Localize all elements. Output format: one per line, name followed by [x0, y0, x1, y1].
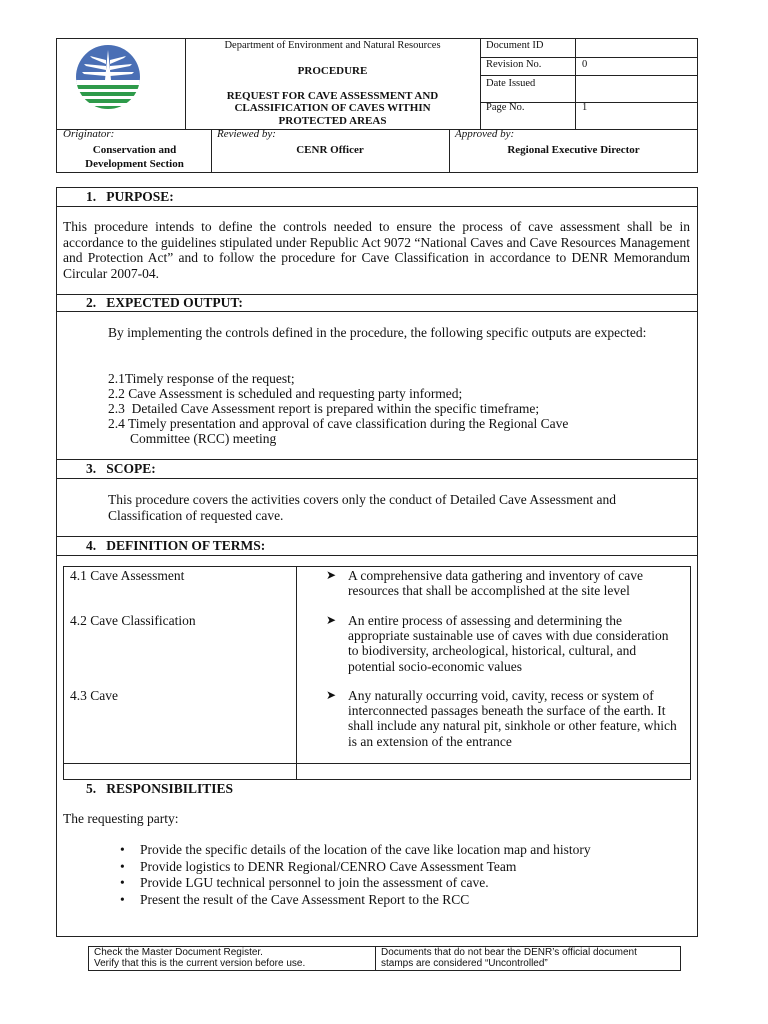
- originator-line-1: Conservation and: [92, 144, 177, 156]
- arrow-bullet-icon: ➤: [326, 688, 337, 702]
- arrow-bullet-icon: ➤: [326, 613, 337, 627]
- approved-by-value: Regional Executive Director: [507, 144, 640, 156]
- revision-no-value: 0: [582, 59, 588, 70]
- list-item: • Provide LGU technical personnel to join the assessment of cave.: [114, 875, 674, 892]
- footer-right-line-1: Documents that do not bear the DENR’s official document: [381, 947, 637, 958]
- title-line-1: REQUEST FOR CAVE ASSESSMENT AND: [226, 90, 439, 102]
- term-cell: 4.3 Cave: [70, 688, 118, 703]
- procedure-label: PROCEDURE: [297, 65, 368, 77]
- responsibilities-intro: The requesting party:: [63, 811, 179, 826]
- term-cell: 4.2 Cave Classification: [70, 613, 196, 628]
- definition-text: A comprehensive data gathering and inventory of cave resources that shall be accomplished at the site level: [348, 568, 644, 599]
- list-item: • Provide logistics to DENR Regional/CENRO Cave Assessment Team: [114, 859, 674, 876]
- footer-left-line-2: Verify that this is the current version before use.: [94, 958, 306, 969]
- reviewed-by-value: CENR Officer: [296, 144, 364, 156]
- department-name: Department of Environment and Natural Resources: [224, 40, 441, 51]
- originator-line-2: Development Section: [85, 158, 184, 170]
- definitions-heading: 4. DEFINITION OF TERMS:: [86, 538, 266, 553]
- date-issued-label: Date Issued: [486, 78, 536, 89]
- expected-output-item: 2.1Timely response of the request;: [108, 371, 295, 386]
- list-item: • Provide the specific details of the location of the cave like location map and history: [114, 842, 674, 859]
- definition-text: Any naturally occurring void, cavity, recess or system of interconnected passages beneath the surface of the earth. It shall include any natural pit, sinkhole or other feature, which is an extension of the entrance: [348, 688, 677, 749]
- title-line-3: PROTECTED AREAS: [278, 115, 387, 127]
- term-cell: 4.1 Cave Assessment: [70, 568, 185, 583]
- list-item: • Present the result of the Cave Assessment Report to the RCC: [114, 892, 674, 909]
- denr-logo: [70, 44, 146, 110]
- purpose-heading: 1. PURPOSE:: [86, 189, 174, 204]
- expected-output-heading: 2. EXPECTED OUTPUT:: [86, 295, 243, 310]
- expected-output-intro: By implementing the controls defined in the procedure, the following specific outputs are expected:: [108, 325, 647, 340]
- scope-text: This procedure covers the activities covers only the conduct of Detailed Cave Assessment and Classification of requested cave.: [108, 492, 616, 523]
- definition-text: An entire process of assessing and determining the appropriate sustainable use of caves with due consideration to biodiversity, archeological, historical, cultural, and potential socio-economic values: [348, 613, 669, 674]
- scope-heading: 3. SCOPE:: [86, 461, 156, 476]
- definition-cell: [326, 613, 678, 674]
- originator-label: Originator:: [63, 128, 115, 140]
- page-no-label: Page No.: [486, 102, 525, 113]
- purpose-text: This procedure intends to define the controls needed to ensure the process of cave assessment shall be in accordance to the guidelines stipulated under Republic Act 9072 “National Caves and Cave Resources Management and Protection Act” and to follow the procedure for Cave Classification in accordance to DENR Memorandum Circular 2007-04.: [63, 219, 690, 281]
- page-no-value: 1: [582, 102, 588, 113]
- approved-by-label: Approved by:: [455, 128, 515, 140]
- arrow-bullet-icon: ➤: [326, 568, 337, 582]
- footer-left-line-1: Check the Master Document Register.: [94, 947, 263, 958]
- expected-output-item: 2.3 Detailed Cave Assessment report is prepared within the specific timeframe;: [108, 401, 540, 416]
- title-line-2: CLASSIFICATION OF CAVES WITHIN: [234, 102, 431, 114]
- document-id-label: Document ID: [486, 40, 544, 51]
- definition-cell: [326, 688, 678, 749]
- footer-right-line-2: stamps are considered “Uncontrolled”: [381, 958, 548, 969]
- expected-output-item: 2.4 Timely presentation and approval of cave classification during the Regional Cave: [108, 416, 569, 431]
- responsibilities-heading: 5. RESPONSIBILITIES: [86, 781, 234, 796]
- expected-output-item: Committee (RCC) meeting: [130, 431, 277, 446]
- revision-no-label: Revision No.: [486, 59, 542, 70]
- reviewed-by-label: Reviewed by:: [217, 128, 276, 140]
- responsibilities-list: [114, 842, 674, 908]
- definition-cell: [326, 568, 678, 598]
- expected-output-item: 2.2 Cave Assessment is scheduled and requesting party informed;: [108, 386, 463, 401]
